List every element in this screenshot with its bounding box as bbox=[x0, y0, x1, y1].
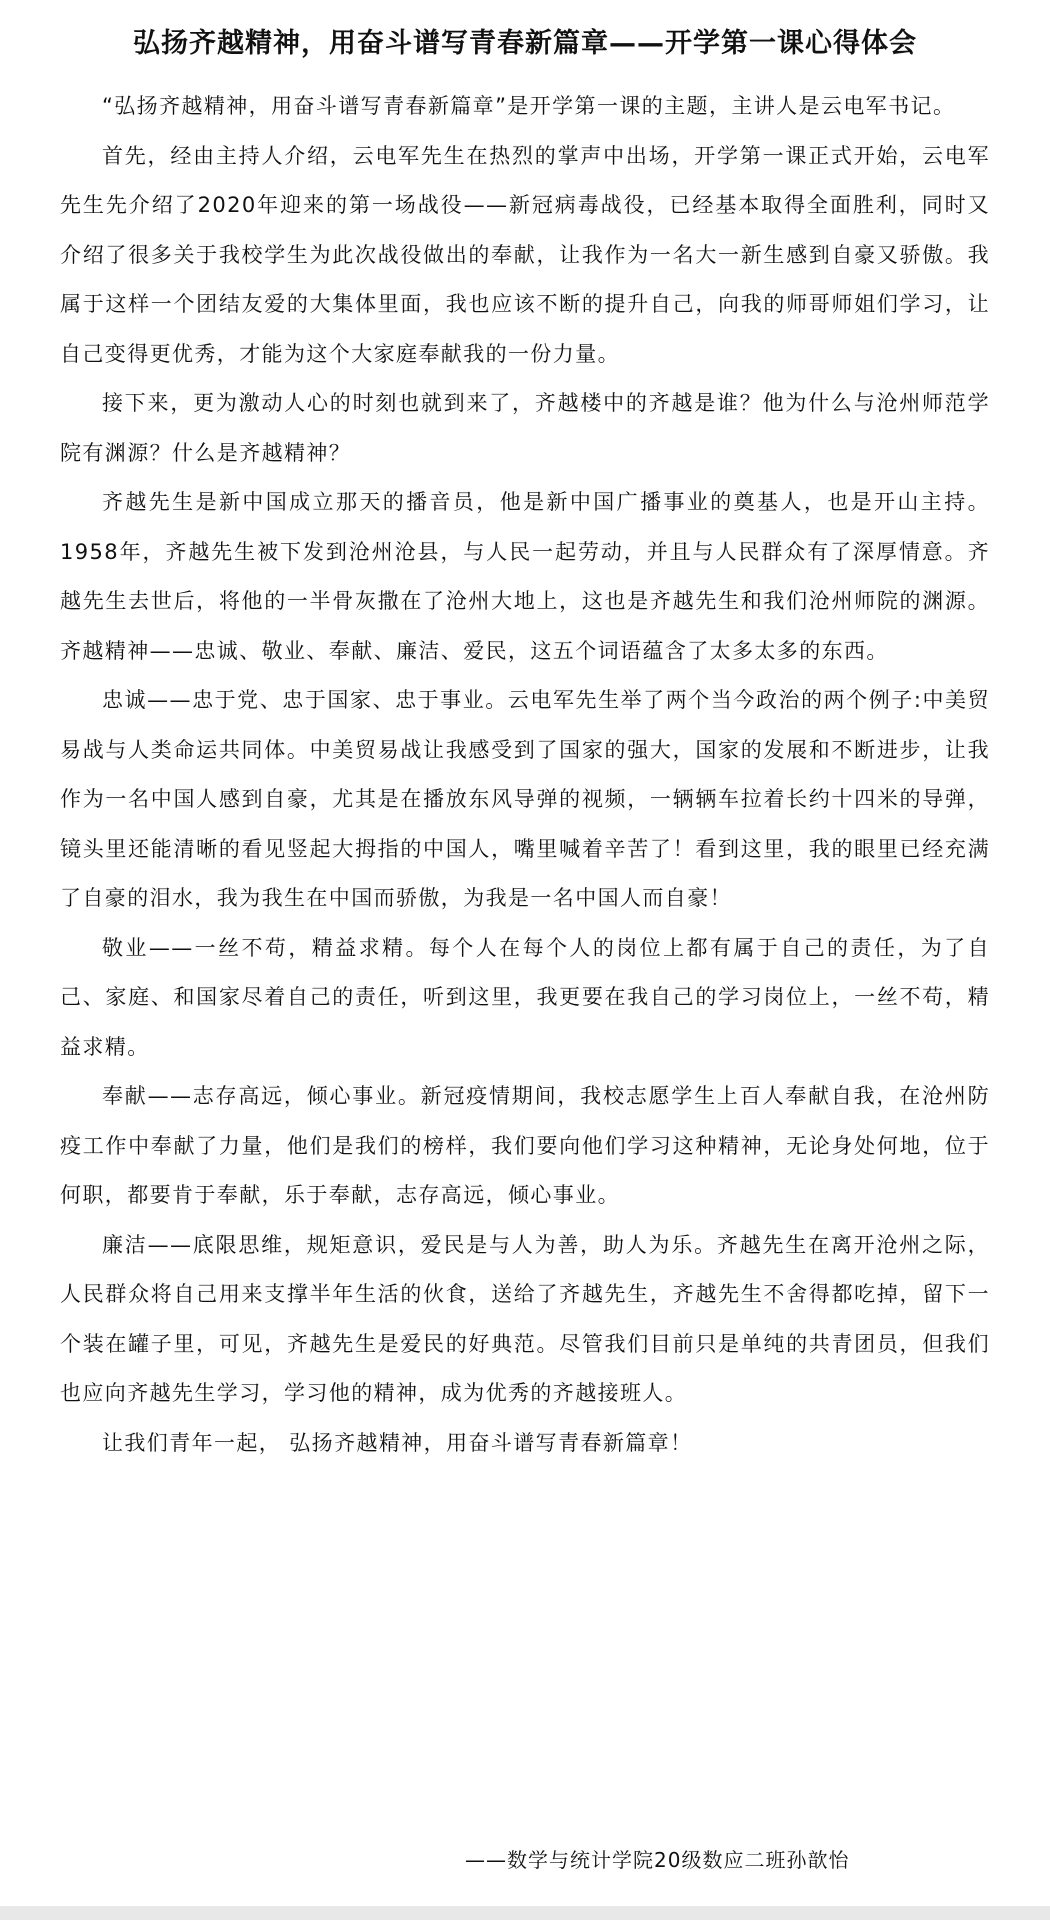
paragraph-devotion: 奉献——志存高远，倾心事业。新冠疫情期间，我校志愿学生上百人奉献自我，在沧州防疫工作中奉献了力量，他们是我们的榜样，我们要向他们学习这种精神，无论身处何地，位于何职，都要肯于奉献，乐于奉献，志存高远，倾心事业。 bbox=[60, 1084, 990, 1207]
paragraph-opening: 首先，经由主持人介绍，云电军先生在热烈的掌声中出场，开学第一课正式开始，云电军先生先介绍了2020年迎来的第一场战役——新冠病毒战役，已经基本取得全面胜利，同时又介绍了很多关于我校学生为此次战役做出的奉献，让我作为一名大一新生感到自豪又骄傲。我属于这样一个团结友爱的大集体里面，我也应该不断的提升自己，向我的师哥师姐们学习，让自己变得更优秀，才能为这个大家庭奉献我的一份力量。 bbox=[60, 143, 990, 366]
page-bottom-edge bbox=[0, 1906, 1050, 1920]
document-title: 弘扬齐越精神，用奋斗谱写青春新篇章——开学第一课心得体会 bbox=[133, 28, 917, 59]
paragraph-loyalty: 忠诚——忠于党、忠于国家、忠于事业。云电军先生举了两个当今政治的两个例子:中美贸易战与人类命运共同体。中美贸易战让我感受到了国家的强大，国家的发展和不断进步，让我作为一名中国人感到自豪，尤其是在播放东风导弹的视频，一辆辆车拉着长约十四米的导弹，镜头里还能清晰的看见竖起大拇指的中国人，嘴里喊着辛苦了！看到这里，我的眼里已经充满了自豪的泪水，我为我生在中国而骄傲，为我是一名中国人而自豪！ bbox=[60, 688, 990, 910]
document-body bbox=[60, 82, 990, 1468]
paragraph-closing: 让我们青年一起， 弘扬齐越精神，用奋斗谱写青春新篇章！ bbox=[102, 1430, 693, 1455]
paragraph-dedication: 敬业——一丝不苟，精益求精。每个人在每个人的岗位上都有属于自己的责任，为了自己、家庭、和国家尽着自己的责任，听到这里，我更要在我自己的学习岗位上，一丝不苟，精益求精。 bbox=[60, 935, 990, 1059]
paragraph-qiyue-intro: 齐越先生是新中国成立那天的播音员，他是新中国广播事业的奠基人，也是开山主持。1958年，齐越先生被下发到沧州沧县，与人民一起劳动，并且与人民群众有了深厚情意。齐越先生去世后，将他的一半骨灰撒在了沧州大地上，这也是齐越先生和我们沧州师院的渊源。齐越精神——忠诚、敬业、奉献、廉洁、爱民，这五个词语蕴含了太多太多的东西。 bbox=[60, 490, 990, 663]
paragraph-questions: 接下来，更为激动人心的时刻也就到来了，齐越楼中的齐越是谁？他为什么与沧州师范学院有渊源？什么是齐越精神？ bbox=[60, 391, 990, 465]
paragraph-theme: “弘扬齐越精神，用奋斗谱写青春新篇章”是开学第一课的主题，主讲人是云电军书记。 bbox=[102, 94, 956, 118]
author-signature: ——数学与统计学院20级数应二班孙歆怡 bbox=[465, 1848, 850, 1872]
paragraph-integrity: 廉洁——底限思维，规矩意识，爱民是与人为善，助人为乐。齐越先生在离开沧州之际，人民群众将自己用来支撑半年生活的伙食，送给了齐越先生，齐越先生不舍得都吃掉，留下一个装在罐子里，可见，齐越先生是爱民的好典范。尽管我们目前只是单纯的共青团员，但我们也应向齐越先生学习，学习他的精神，成为优秀的齐越接班人。 bbox=[60, 1232, 990, 1405]
